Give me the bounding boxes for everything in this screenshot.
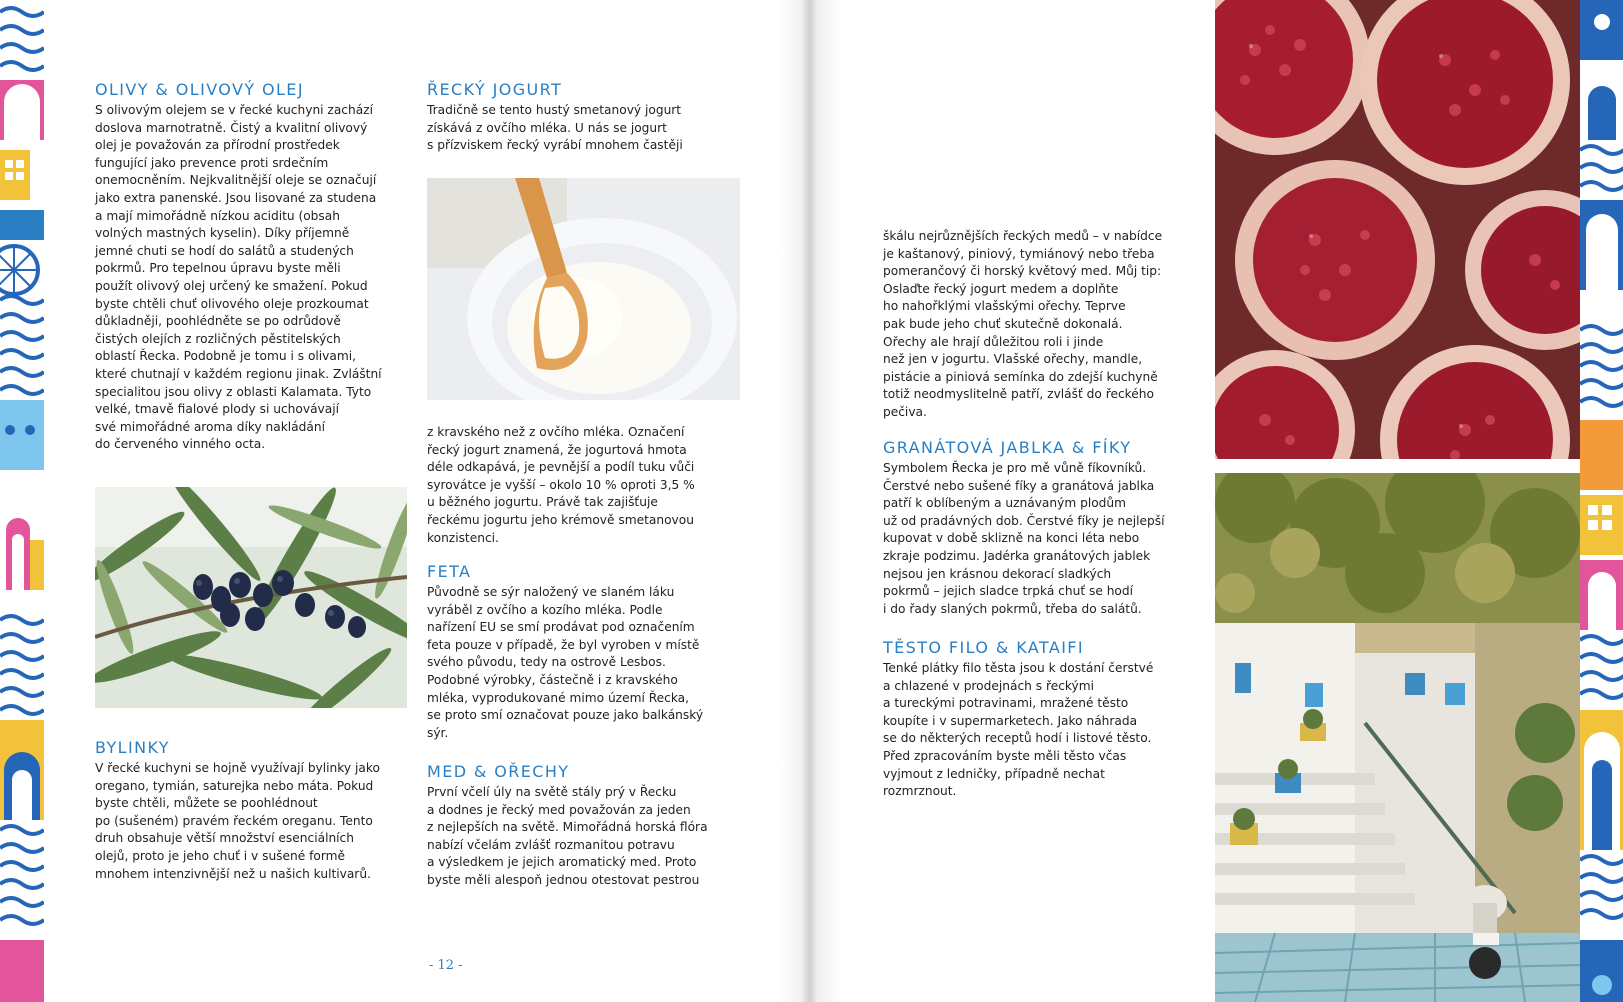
text-line: a mají mimořádně nízkou aciditu (obsah <box>95 208 340 223</box>
text-line: patří k oblíbeným a uznávaným plodům <box>883 496 1127 511</box>
text-line: i do řady slaných pokrmů, třeba do salátů. <box>883 601 1142 616</box>
text-line: a chlazené v prodejnách s řeckými <box>883 678 1095 693</box>
text-line: po (sušeném) pravém řeckém oreganu. Tento <box>95 813 373 828</box>
text-line: velké, tmavě fialové plody si uchovávají <box>95 402 339 417</box>
text-line: rozmrznout. <box>883 784 957 799</box>
text-line: pokrmů. Pro tepelnou úpravu byste měli <box>95 261 341 276</box>
heading-feta: FETA <box>427 562 472 581</box>
text-olive-oil <box>95 102 395 454</box>
text-line: volných mastných kyselin). Díky příjemně <box>95 226 350 241</box>
text-line: se proto smí označovat pouze jako balkánský <box>427 708 704 723</box>
text-line: do červeného vinného octa. <box>95 437 266 452</box>
text-line: Podobné výrobky, částečně i z kravského <box>427 672 678 687</box>
text-line: jemné chuti se hodí do salátů a studených <box>95 243 354 258</box>
text-line: fungující jako prevence proti srdečním <box>95 155 329 170</box>
left-page <box>44 0 810 1002</box>
heading-olive-oil: OLIVY & OLIVOVÝ OLEJ <box>95 80 304 99</box>
section-olive-oil <box>95 80 395 454</box>
text-line: Čerstvé nebo sušené fíky a granátová jablka <box>883 478 1155 493</box>
text-line: nabízí včelám zvlášť rozmanitou potravu <box>427 837 675 852</box>
pomegranates-photo <box>1215 0 1580 459</box>
text-line: V řecké kuchyni se hojně využívají bylinky jako <box>95 761 380 775</box>
text-line: olejů, proto je jeho chuť i v sušené formě <box>95 848 346 863</box>
text-line: oregano, tymián, saturejka nebo máta. Pokud <box>95 778 374 793</box>
text-line: použít olivový olej určený ke smažení. Pokud <box>95 278 368 293</box>
text-line: už od pradávných dob. Čerstvé fíky je nejlepší <box>883 513 1165 528</box>
text-line: škálu nejrůznějších řeckých medů – v nabídce <box>883 229 1163 243</box>
text-line: byste chtěli, můžete se poohlédnout <box>95 796 318 811</box>
text-line: a výsledkem je jejich aromatický med. Proto <box>427 855 697 870</box>
text-line: důkladněji, poohlédněte se po odrůdově <box>95 314 341 329</box>
text-line: déle odkapává, je pevnější a podíl tuku vůči <box>427 460 695 475</box>
heading-herbs: BYLINKY <box>95 738 170 757</box>
text-line: a tureckými potravinami, mražené těsto <box>883 696 1129 711</box>
text-line: se do některých receptů hodí i listové těsto. <box>883 731 1152 746</box>
text-line: doslova marnotratně. Čistý a kvalitní olivový <box>95 120 368 135</box>
text-line: druh obsahuje větší množství esenciálních <box>95 831 354 846</box>
text-line: pak bude jeho chuť skutečně dokonalá. <box>883 316 1123 331</box>
text-line: pečiva. <box>883 404 927 419</box>
text-line: Původně se sýr naložený ve slaném láku <box>427 585 675 599</box>
text-herbs <box>95 760 395 883</box>
text-feta <box>427 584 727 742</box>
section-feta <box>427 562 727 742</box>
decorative-border-right <box>1580 0 1623 1002</box>
text-line: Tradičně se tento hustý smetanový jogurt <box>427 103 682 117</box>
text-honey-nuts-cont <box>883 228 1183 422</box>
text-line: olej je považován za přírodní prostředek <box>95 138 340 153</box>
text-line: zkraje podzimu. Jadérka granátových jablek <box>883 548 1151 563</box>
text-line: s přízviskem řecký vyrábí mnohem častěji <box>427 138 683 153</box>
text-line: je kaštanový, piniový, tymiánový nebo třeba <box>883 246 1155 261</box>
heading-greek-yogurt: ŘECKÝ JOGURT <box>427 80 563 99</box>
text-line: mnohem intenzivnější než u našich kultivarů. <box>95 866 371 881</box>
text-line: vyjmout z ledničky, případně nechat <box>883 766 1105 781</box>
text-line: z kravského než z ovčího mléka. Označení <box>427 425 685 439</box>
text-honey-nuts <box>427 784 727 890</box>
text-line: Symbolem Řecka je pro mě vůně fíkovníků. <box>883 461 1147 475</box>
section-herbs <box>95 738 395 883</box>
text-line: a dodnes je řecký med považován za jeden <box>427 802 691 817</box>
section-pomegranate-figs <box>883 438 1183 618</box>
text-filo-kataifi <box>883 660 1183 801</box>
text-line: totiž neodmyslitelně patří, zvlášť do řeckého <box>883 387 1154 402</box>
text-line: konzistenci. <box>427 530 499 545</box>
olive-branch-photo <box>95 487 407 708</box>
text-line: u běžného jogurtu. Právě tak zajišťuje <box>427 495 658 510</box>
text-line: pomerančový či horský květový med. Můj tip: <box>883 264 1162 279</box>
text-line: sýr. <box>427 725 449 740</box>
greek-yogurt-photo <box>427 178 740 400</box>
text-line: Před zpracováním byste měli těsto včas <box>883 748 1127 763</box>
text-line: nejsou jen krásnou dekorací sladkých <box>883 566 1112 581</box>
section-greek-yogurt-cont <box>427 424 727 547</box>
text-line: řeckému jogurtu jeho krémově smetanovou <box>427 512 694 527</box>
text-line: své mimořádné aroma díky nakládání <box>95 419 325 434</box>
text-line: oblastí Řecka. Podobně je tomu i s olivami, <box>95 349 357 364</box>
heading-filo-kataifi: TĚSTO FILO & KATAIFI <box>883 638 1085 657</box>
text-line: S olivovým olejem se v řecké kuchyni zachází <box>95 103 373 117</box>
book-gutter <box>780 0 840 1002</box>
section-greek-yogurt <box>427 80 727 155</box>
text-line: kupovat v době sklizně na konci léta nebo <box>883 531 1140 546</box>
text-line: byste chtěli chuť olivového oleje prozkoumat <box>95 296 369 311</box>
text-line: jako extra panenské. Jsou lisované za studena <box>95 190 377 205</box>
text-greek-yogurt-bottom <box>427 424 727 547</box>
page-number: - 12 - <box>429 958 463 973</box>
section-honey-nuts <box>427 762 727 890</box>
text-line: Oslaďte řecký jogurt medem a doplňte <box>883 281 1119 296</box>
text-line: než jen v jogurtu. Vlašské ořechy, mandle, <box>883 352 1143 367</box>
text-line: z nejlepších na světě. Mimořádná horská flóra <box>427 820 708 835</box>
right-page <box>840 0 1215 1002</box>
text-line: čistých olejích z rozličných pěstitelských <box>95 331 341 346</box>
text-line: svého původu, tedy na ostrově Lesbos. <box>427 655 666 670</box>
text-line: onemocněním. Nejkvalitnější oleje se označují <box>95 173 377 188</box>
text-line: specialitou jsou olivy z oblasti Kalamata. Tyto <box>95 384 372 399</box>
text-line: pistácie a piniová semínka do zdejší kuchyně <box>883 369 1158 384</box>
text-line: byste měli alespoň jednou otestovat pestrou <box>427 872 700 887</box>
text-line: nařízení EU se smí prodávat pod označením <box>427 620 695 635</box>
text-line: První včelí úly na světě stály prý v Řecku <box>427 785 677 799</box>
text-line: koupíte i v supermarketech. Jako náhrada <box>883 713 1138 728</box>
text-line: feta pouze v případě, že byl vyroben v místě <box>427 637 700 652</box>
text-line: získává z ovčího mléka. U nás se jogurt <box>427 120 667 135</box>
text-pomegranate-figs <box>883 460 1183 618</box>
text-line: vyráběl z ovčího a kozího mléka. Podle <box>427 602 663 617</box>
section-honey-nuts-cont <box>883 228 1183 422</box>
text-greek-yogurt-top <box>427 102 727 155</box>
heading-honey-nuts: MED & OŘECHY <box>427 762 570 781</box>
text-line: Ořechy ale hrají důležitou roli i jinde <box>883 334 1104 349</box>
text-line: mléka, vyprodukované mimo území Řecka, <box>427 690 690 705</box>
text-line: pokrmů – jejich sladce trpká chuť se hodí <box>883 584 1133 599</box>
text-line: syrovátce je vyšší – okolo 10 % oproti 3,5 % <box>427 477 695 492</box>
heading-pomegranate-figs: GRANÁTOVÁ JABLKA & FÍKY <box>883 438 1132 457</box>
greek-alley-photo <box>1215 473 1580 1002</box>
text-line: Tenké plátky filo těsta jsou k dostání čerstvé <box>883 661 1154 675</box>
text-line: ho nahořklými vlašskými ořechy. Teprve <box>883 299 1126 314</box>
section-filo-kataifi <box>883 638 1183 801</box>
text-line: řecký jogurt znamená, že jogurtová hmota <box>427 442 687 457</box>
decorative-border-left <box>0 0 44 1002</box>
text-line: které chutnají v každém regionu jinak. Zvláštní <box>95 366 382 381</box>
